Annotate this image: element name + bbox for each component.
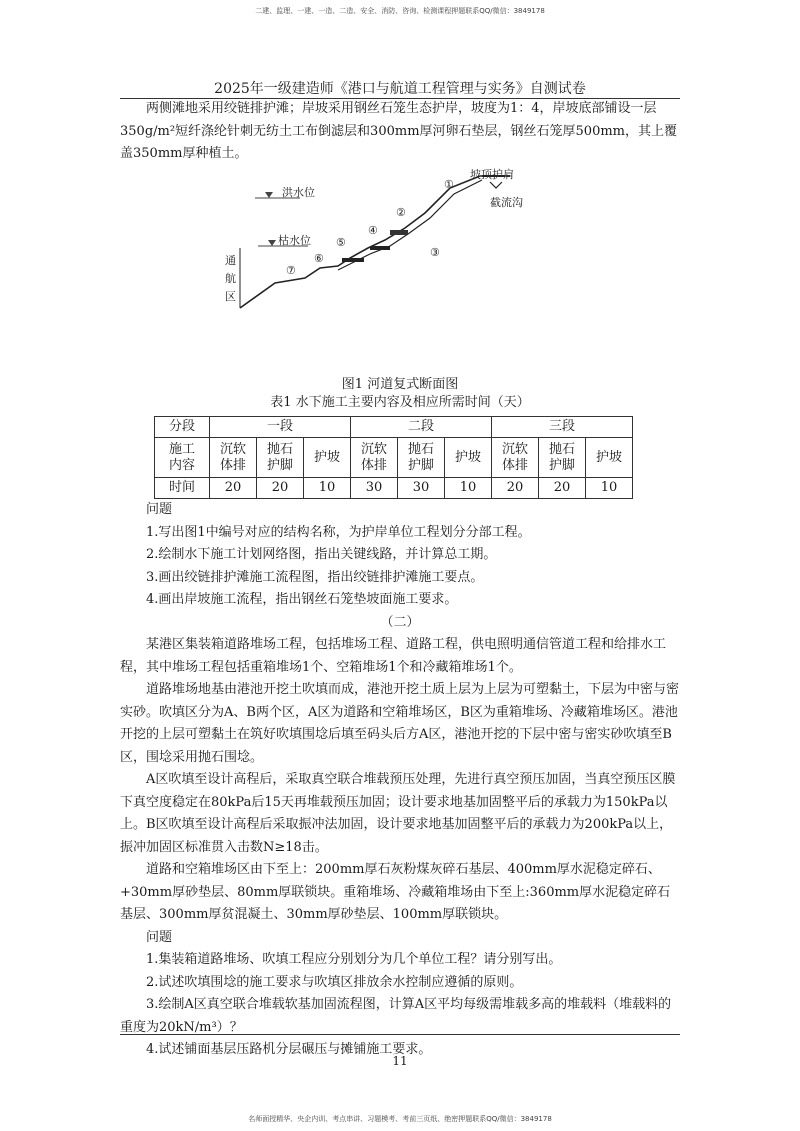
item-line: 护脚 <box>407 457 434 473</box>
ditch-label: 截流沟 <box>490 195 523 209</box>
figure-caption: 图1 河道复式断面图 <box>341 376 459 392</box>
item-line: 护坡 <box>595 449 622 465</box>
item-line: 护脚 <box>266 457 293 473</box>
case1-question-3: 3.画出绞链排护滩施工流程图，指出绞链排护滩施工要点。 <box>146 569 484 585</box>
cell-time: 20 <box>210 478 257 499</box>
flood-level-label: 洪水位 <box>282 185 315 199</box>
item-line: 沉软 <box>501 441 528 457</box>
stone-layer-1 <box>342 258 364 262</box>
low-level-marker <box>268 240 276 246</box>
case2-question-1: 1.集装箱道路堆场、吹填工程应分别划分为几个单位工程？请分别写出。 <box>146 952 562 967</box>
item-line: 护脚 <box>548 457 575 473</box>
stone-layer-2 <box>370 246 390 250</box>
footer-rule <box>120 1034 680 1035</box>
item-line: 抛石 <box>548 441 575 457</box>
channel-label-3: 区 <box>225 289 236 303</box>
construction-time-table <box>154 416 633 499</box>
cell-segment-header: 分段 <box>155 417 210 438</box>
low-level-label: 枯水位 <box>278 233 311 247</box>
page-body <box>120 98 680 1062</box>
figure-cross-section <box>120 168 680 392</box>
item-line: 护坡 <box>313 449 340 465</box>
cell-item <box>492 438 539 478</box>
cell-item <box>304 438 351 478</box>
case1-questions-title: 问题 <box>146 502 173 517</box>
case2-paragraph-2: 道路堆场地基由港池开挖土吹填而成，港池开挖土质上层为上层为可塑黏土，下层为中密与密实砂。吹填区分为A、B两个区，A区为道路和空箱堆场区，B区为重箱堆场、冷藏箱堆场区。港池开挖的上层可塑黏土在筑好吹填围埝后填至码头后方A区，港池开挖的下层中密与密实砂吹填至B区，围埝采用抛石围埝。 <box>120 682 680 765</box>
case2-paragraph-1: 某港区集装箱道路堆场工程，包括堆场工程、道路工程，供电照明通信管道工程和给排水工程，其中堆场工程包括重箱堆场1个、空箱堆场1个和冷藏箱堆场1个。 <box>120 637 667 675</box>
case1-question-1: 1.写出图1中编号对应的结构名称，为护岸单位工程划分分部工程。 <box>146 524 531 540</box>
content-header-line1: 施工 <box>168 441 195 457</box>
cell-item <box>445 438 492 478</box>
cell-time: 10 <box>445 478 492 499</box>
marker-6: ⑥ <box>314 251 324 265</box>
item-line: 体排 <box>501 457 528 473</box>
case1-question-4: 4.画出岸坡施工流程，指出钢丝石笼垫坡面施工要求。 <box>146 592 458 607</box>
cell-time: 20 <box>492 478 539 499</box>
case2-paragraph-4: 道路和空箱堆场区由下至上：200mm厚石灰粉煤灰碎石基层、400mm厚水泥稳定碎石、+30mm厚砂垫层、80mm厚联锁块。重箱堆场、冷藏箱堆场由下至上:360mm厚水泥稳定碎石基层、300mm厚贫混凝土、30mm厚砂垫层、100mm厚联锁块。 <box>120 862 671 922</box>
case2-question-3: 3.绘制A区真空联合堆载软基加固流程图，计算A区平均每级需堆载多高的堆载料（堆载料的重度为20kN/m³）？ <box>120 997 672 1035</box>
table-row-segments <box>155 417 633 438</box>
case2-question-4: 4.试述铺面基层压路机分层碾压与摊铺施工要求。 <box>146 1042 432 1057</box>
cell-item <box>351 438 398 478</box>
item-line: 体排 <box>219 457 246 473</box>
cell-time: 20 <box>257 478 304 499</box>
channel-label-1: 通 <box>225 253 236 267</box>
case2-questions-title: 问题 <box>146 929 173 945</box>
case2-title: （二） <box>380 614 420 630</box>
marker-2: ② <box>396 205 406 219</box>
case2-paragraph-3: A区吹填至设计高程后，采取真空联合堆载预压处理，先进行真空预压加固，当真空预压区膜下真空度稳定在80kPa后15天再堆载预压加固；设计要求地基加固整平后的承载力为150kPa以上。B区吹填至设计高程后采取振冲法加固，设计要求地基加固整平后的承载力为200kPa以上，振冲加固区标准贯入击数N≥18击。 <box>120 772 676 855</box>
cell-time-header: 时间 <box>155 478 210 499</box>
cell-content-header <box>155 438 210 478</box>
item-line: 沉软 <box>360 441 387 457</box>
content-header-line2: 内容 <box>168 457 195 473</box>
bottom-ad-banner: 名师面授精华、央企内训、考点串讲、习题模考、考前三页纸、绝密押题联系QQ/微信：3849178 <box>248 1115 552 1123</box>
case1-question-2: 2.绘制水下施工计划网络图，指出关键线路，并计算总工期。 <box>146 547 497 562</box>
cross-section-diagram <box>220 168 580 368</box>
item-line: 抛石 <box>407 441 434 457</box>
item-line: 沉软 <box>219 441 246 457</box>
cell-time: 30 <box>351 478 398 499</box>
flood-level-marker <box>265 192 273 198</box>
marker-5: ⑤ <box>336 235 346 249</box>
cell-segment-3: 三段 <box>492 417 633 438</box>
crest-shoulder-label: 坡顶护肩 <box>470 167 514 181</box>
table-row-items <box>155 438 633 478</box>
cell-item <box>257 438 304 478</box>
cell-item <box>539 438 586 478</box>
channel-label-2: 航 <box>225 271 236 285</box>
item-line: 护坡 <box>454 449 481 465</box>
cell-item <box>210 438 257 478</box>
marker-4: ④ <box>368 223 378 237</box>
marker-1: ① <box>444 177 454 191</box>
item-line: 体排 <box>360 457 387 473</box>
item-line: 抛石 <box>266 441 293 457</box>
top-ad-banner: 二建、监理、一建、一造、二造、安全、消防、咨询、检测课程押题联系QQ/微信：3849178 <box>255 7 545 15</box>
table-caption: 表1 水下施工主要内容及相应所需时间（天） <box>270 394 530 410</box>
cell-item <box>586 438 633 478</box>
cell-segment-2: 二段 <box>351 417 492 438</box>
cell-time: 20 <box>539 478 586 499</box>
cell-time: 10 <box>304 478 351 499</box>
marker-3: ③ <box>430 245 440 259</box>
cell-time: 10 <box>586 478 633 499</box>
marker-7: ⑦ <box>286 263 296 277</box>
ditch-shape <box>490 182 502 188</box>
case1-intro: 两侧滩地采用绞链排护滩；岸坡采用钢丝石笼生态护岸，坡度为1：4，岸坡底部铺设一层350g/m²短纤涤纶针刺无纺土工布倒滤层和300mm厚河卵石垫层，钢丝石笼厚500mm，其上覆盖350mm厚种植土。 <box>120 101 677 161</box>
stone-layer-3 <box>390 230 408 235</box>
case2-question-2: 2.试述吹填围埝的施工要求与吹填区排放余水控制应遵循的原则。 <box>146 974 523 990</box>
running-header-title: 2025年一级建造师《港口与航道工程管理与实务》自测试卷 <box>214 81 586 97</box>
cell-segment-1: 一段 <box>210 417 351 438</box>
cell-item <box>398 438 445 478</box>
cell-time: 30 <box>398 478 445 499</box>
table-row-times <box>155 478 633 499</box>
page-number: 11 <box>392 1054 408 1068</box>
